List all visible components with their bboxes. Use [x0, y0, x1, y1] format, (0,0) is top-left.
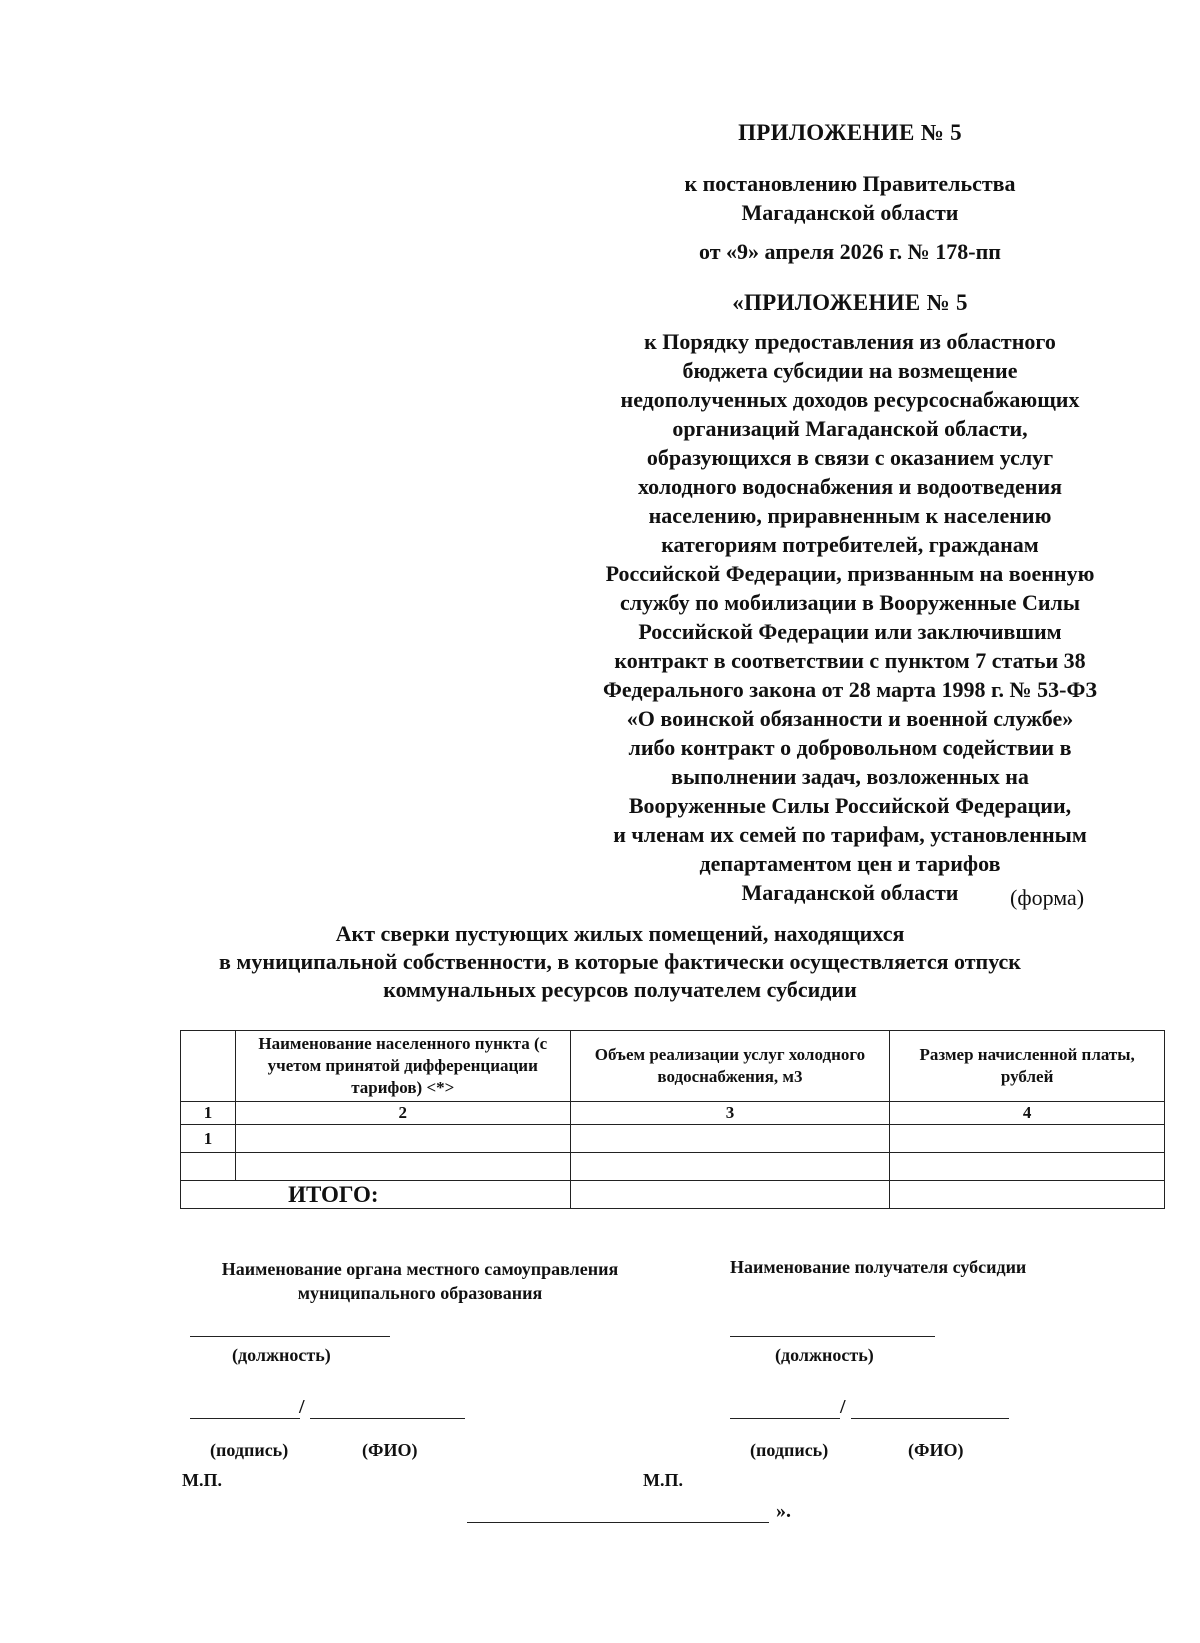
- purpose-line: населению, приравненным к населению: [648, 503, 1052, 528]
- act-title-line-1: Акт сверки пустующих жилых помещений, находящихся: [335, 921, 905, 946]
- left-position-line: [190, 1336, 390, 1337]
- closing-quote: ».: [776, 1500, 791, 1522]
- left-org-line-1: Наименование органа местного самоуправления: [221, 1259, 619, 1279]
- table-cell: [570, 1125, 890, 1153]
- purpose-line: и членам их семей по тарифам, установленным: [613, 822, 1087, 847]
- left-position-label: (должность): [232, 1345, 331, 1365]
- table-header-row: [181, 1031, 1165, 1102]
- purpose-line: холодного водоснабжения и водоотведения: [637, 474, 1063, 499]
- right-signature-label: (подпись): [750, 1440, 829, 1460]
- right-position-line: [730, 1336, 935, 1337]
- right-org-name: Наименование получателя субсидии: [730, 1257, 1027, 1277]
- table-cell: 1: [181, 1125, 236, 1153]
- purpose-line: Федерального закона от 28 марта 1998 г. № 53-ФЗ: [602, 677, 1097, 702]
- inner-appendix-title: «ПРИЛОЖЕНИЕ № 5: [732, 290, 968, 315]
- purpose-text: [570, 327, 1130, 907]
- act-title: [160, 920, 1080, 1004]
- left-org-line-2: муниципального образования: [297, 1283, 543, 1303]
- act-title-line-2: в муниципальной собственности, в которые фактически осуществляется отпуск: [219, 949, 1021, 974]
- table-cell: [235, 1153, 570, 1181]
- header-cell-payment: Размер начисленной платы, рублей: [890, 1031, 1165, 1102]
- closing-line: [467, 1522, 769, 1523]
- table-total-row: [181, 1181, 1165, 1209]
- appendix-title: ПРИЛОЖЕНИЕ № 5: [738, 120, 962, 145]
- right-position-label: (должность): [775, 1345, 874, 1365]
- table-cell: [890, 1153, 1165, 1181]
- reconciliation-table: [180, 1030, 1165, 1209]
- purpose-line: недополученных доходов ресурсоснабжающих: [620, 387, 1080, 412]
- purpose-line: категориям потребителей, гражданам: [661, 532, 1039, 557]
- purpose-line: контракт в соответствии с пунктом 7 статьи 38: [614, 648, 1086, 673]
- purpose-line: Российской Федерации или заключившим: [638, 619, 1062, 644]
- left-org-name: [190, 1257, 650, 1305]
- header-block: [570, 118, 1130, 907]
- table-cell: [890, 1125, 1165, 1153]
- column-number: 3: [570, 1102, 890, 1125]
- right-fio-label: (ФИО): [908, 1440, 964, 1460]
- purpose-line: департаментом цен и тарифов: [699, 851, 1001, 876]
- table-number-row: [181, 1102, 1165, 1125]
- left-fio-line: [310, 1418, 465, 1419]
- decree-line-1: к постановлению Правительства: [684, 171, 1016, 196]
- left-signature-line: [190, 1418, 300, 1419]
- purpose-line: либо контракт о добровольном содействии в: [628, 735, 1072, 760]
- left-slash: /: [299, 1396, 305, 1418]
- right-stamp-label: М.П.: [643, 1470, 683, 1490]
- table-cell: [570, 1153, 890, 1181]
- header-cell-settlement: Наименование населенного пункта (с учетом принятой дифференциации тарифов) <*>: [235, 1031, 570, 1102]
- total-volume-cell: [570, 1181, 890, 1209]
- purpose-line: выполнении задач, возложенных на: [671, 764, 1029, 789]
- purpose-line: к Порядку предоставления из областного: [644, 329, 1056, 354]
- decree-line-2: Магаданской области: [741, 200, 959, 225]
- purpose-line: Вооруженные Силы Российской Федерации,: [628, 793, 1072, 818]
- form-label: (форма): [1010, 885, 1085, 910]
- column-number: 1: [181, 1102, 236, 1125]
- right-slash: /: [840, 1396, 846, 1418]
- column-number: 4: [890, 1102, 1165, 1125]
- purpose-line: службу по мобилизации в Вооруженные Силы: [619, 590, 1081, 615]
- left-stamp-label: М.П.: [182, 1470, 222, 1490]
- right-fio-line: [851, 1418, 1009, 1419]
- table-cell: [235, 1125, 570, 1153]
- act-title-line-3: коммунальных ресурсов получателем субсидии: [383, 977, 857, 1002]
- header-cell-index: [181, 1031, 236, 1102]
- purpose-line: «О воинской обязанности и военной службе»: [626, 706, 1074, 731]
- column-number: 2: [235, 1102, 570, 1125]
- header-cell-volume: Объем реализации услуг холодного водоснабжения, м3: [570, 1031, 890, 1102]
- purpose-line: Российской Федерации, призванным на военную: [605, 561, 1095, 586]
- purpose-line: Магаданской области: [741, 880, 959, 905]
- purpose-line: бюджета субсидии на возмещение: [682, 358, 1018, 383]
- total-payment-cell: [890, 1181, 1165, 1209]
- purpose-line: организаций Магаданской области,: [672, 416, 1028, 441]
- left-signature-label: (подпись): [210, 1440, 289, 1460]
- left-fio-label: (ФИО): [362, 1440, 418, 1460]
- table-cell: [181, 1153, 236, 1181]
- purpose-line: образующихся в связи с оказанием услуг: [646, 445, 1054, 470]
- table-row: [181, 1125, 1165, 1153]
- right-signature-line: [730, 1418, 840, 1419]
- total-label: ИТОГО:: [181, 1181, 571, 1209]
- table-row: [181, 1153, 1165, 1181]
- decree-date: от «9» апреля 2026 г. № 178-пп: [699, 239, 1001, 264]
